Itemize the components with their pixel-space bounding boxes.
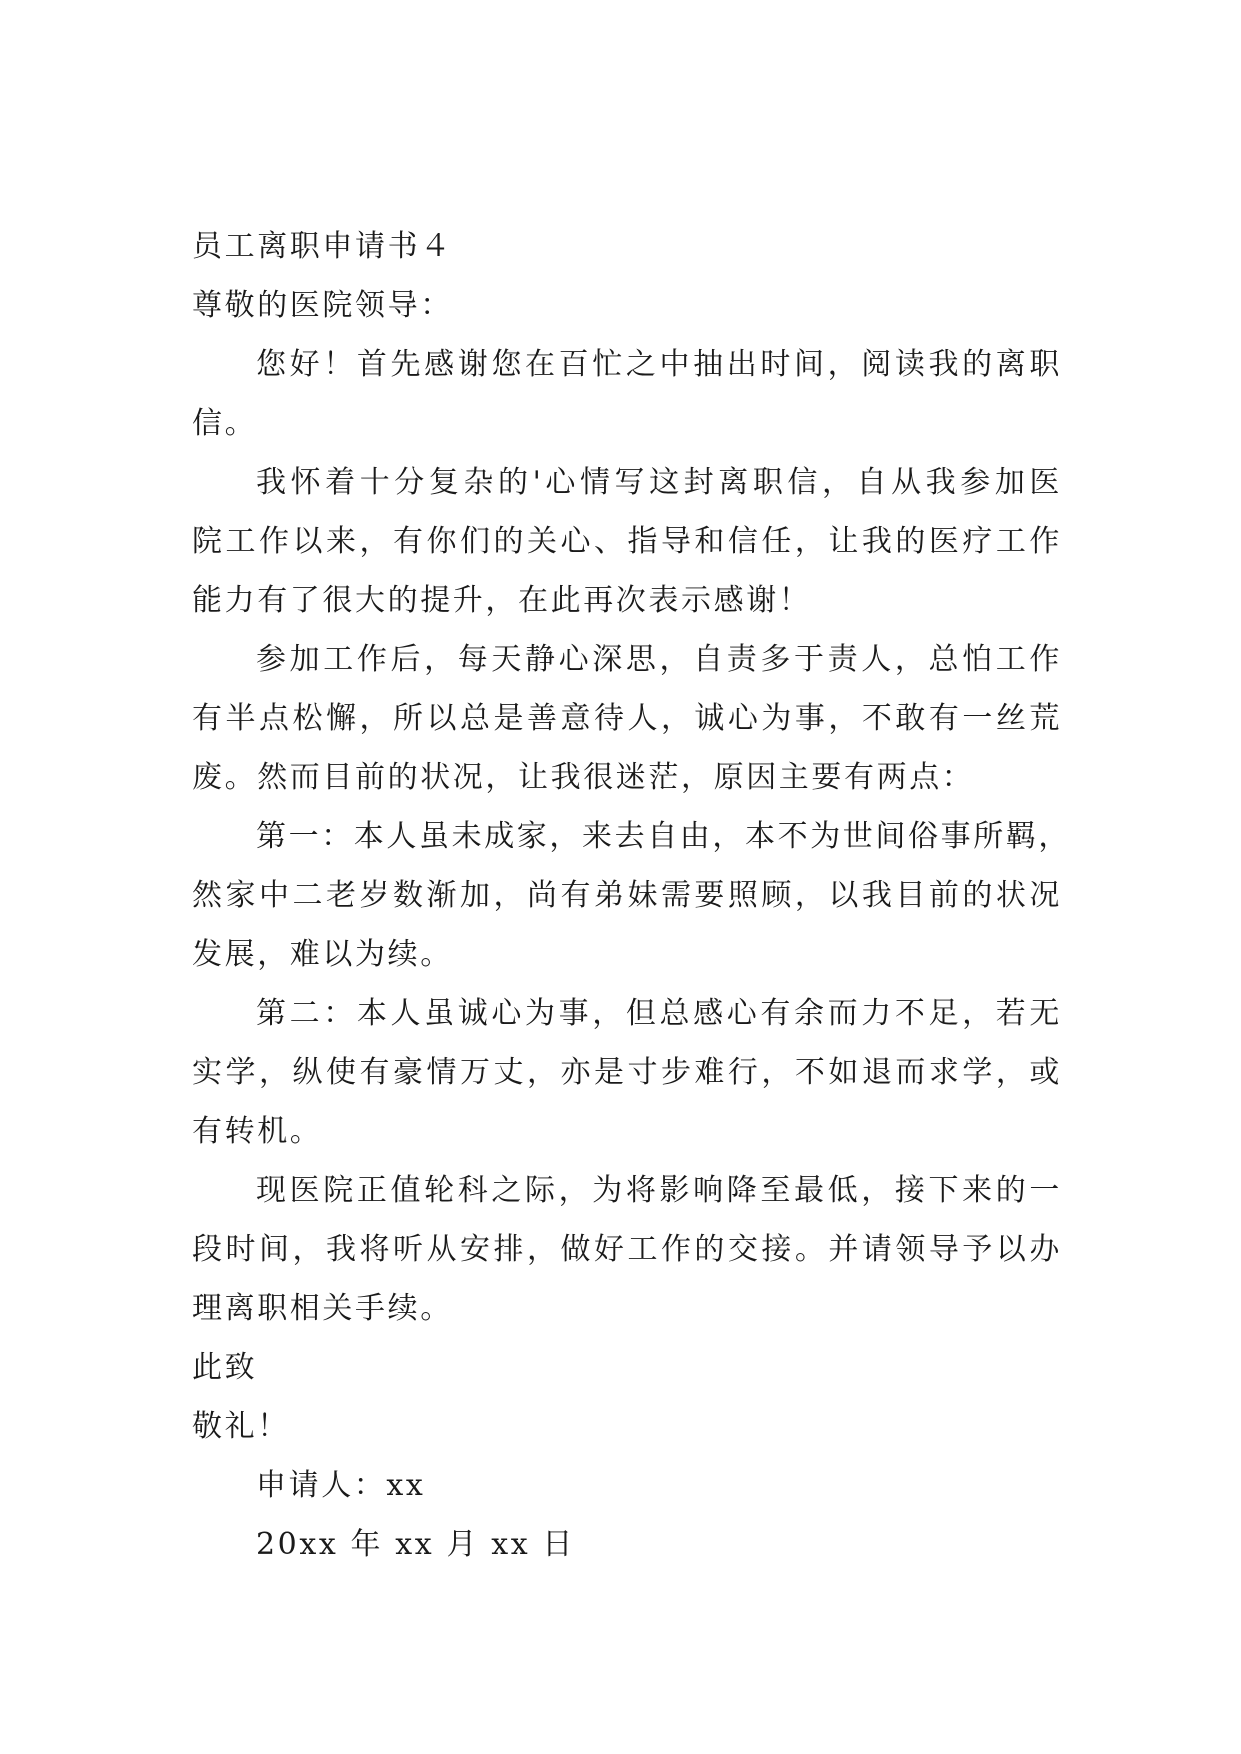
paragraph-6-line-2: 段时间，我将听从安排，做好工作的交接。并请领导予以办: [192, 1232, 1062, 1267]
paragraph-3-line-3: 废。然而目前的状况，让我很迷茫，原因主要有两点：: [192, 760, 975, 795]
paragraph-6-line-1: 现医院正值轮科之际，为将影响降至最低，接下来的一: [256, 1173, 1062, 1208]
letter-date: 20xx 年 xx 月 xx 日: [256, 1527, 575, 1562]
paragraph-6-line-3: 理离职相关手续。: [192, 1291, 453, 1326]
paragraph-4-line-1: 第一：本人虽未成家，来去自由，本不为世间俗事所羁，: [256, 819, 1071, 854]
paragraph-4-line-2: 然家中二老岁数渐加，尚有弟妹需要照顾，以我目前的状况: [192, 878, 1062, 913]
letter-body: [192, 217, 1071, 1574]
paragraph-4-line-3: 发展，难以为续。: [192, 937, 453, 972]
paragraph-2-line-1: 我怀着十分复杂的'心情写这封离职信，自从我参加医: [256, 465, 1062, 500]
paragraph-1-line-2: 信。: [192, 406, 258, 441]
applicant-signature: 申请人：xx: [256, 1468, 426, 1503]
paragraph-5-line-3: 有转机。: [192, 1114, 323, 1149]
paragraph-2-line-3: 能力有了很大的提升，在此再次表示感谢！: [192, 583, 812, 618]
paragraph-3-line-2: 有半点松懈，所以总是善意待人，诚心为事，不敢有一丝荒: [192, 701, 1062, 736]
closing-line-1: 此致: [192, 1350, 258, 1385]
paragraph-1-line-1: 您好！首先感谢您在百忙之中抽出时间，阅读我的离职: [256, 347, 1062, 382]
closing-line-2: 敬礼！: [192, 1409, 290, 1444]
salutation: 尊敬的医院领导：: [192, 288, 453, 323]
paragraph-3-line-1: 参加工作后，每天静心深思，自责多于责人，总怕工作: [256, 642, 1062, 677]
paragraph-5-line-1: 第二：本人虽诚心为事，但总感心有余而力不足，若无: [256, 996, 1062, 1031]
paragraph-5-line-2: 实学，纵使有豪情万丈，亦是寸步难行，不如退而求学，或: [192, 1055, 1062, 1090]
document-title: 员工离职申请书４: [192, 229, 453, 264]
paragraph-2-line-2: 院工作以来，有你们的关心、指导和信任，让我的医疗工作: [192, 524, 1062, 559]
